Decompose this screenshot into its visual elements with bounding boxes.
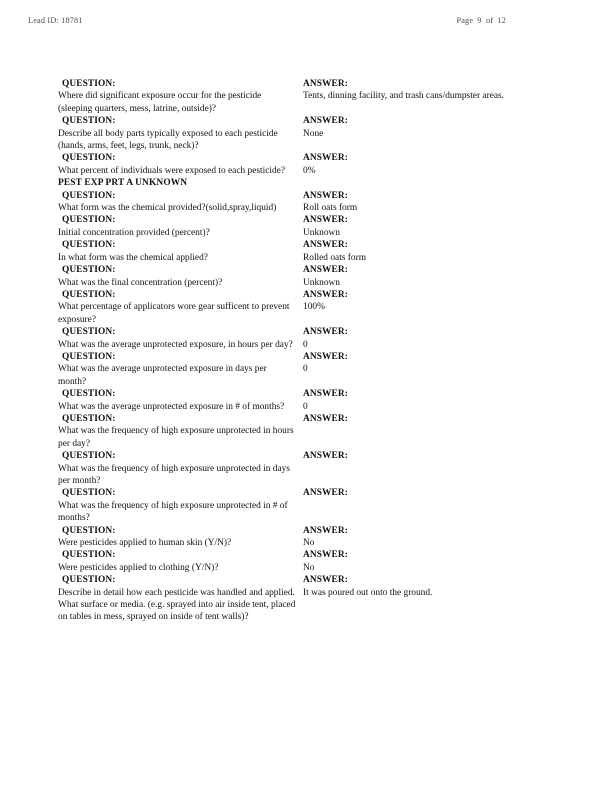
- question-text: Where did significant exposure occur for the pesticide (sleeping quarters, mess, latrine, outside)?: [58, 91, 262, 114]
- question-label: QUESTION:: [62, 79, 116, 89]
- question-text: What was the frequency of high exposure unprotected in # of months?: [58, 500, 288, 524]
- section-heading: PEST EXP PRT A UNKNOWN: [58, 178, 188, 189]
- qa-row: [58, 115, 558, 152]
- qa-row: [58, 326, 558, 351]
- page-number-label: Page 9 of 12: [456, 16, 506, 25]
- answer-text: No: [303, 562, 315, 573]
- answer-text: Roll oats form: [303, 203, 358, 214]
- qa-row: [58, 450, 558, 487]
- answer-label: ANSWER:: [303, 265, 348, 276]
- question-label: QUESTION:: [62, 389, 116, 400]
- question-text: Describe in detail how each pesticide was handled and applied. What surface or media. (e.g. sprayed into air inside tent, placed on tables in mess, sprayed on inside of tent walls)?: [58, 587, 296, 623]
- qa-row: [58, 152, 558, 177]
- question-label: QUESTION:: [62, 153, 116, 164]
- question-label: QUESTION:: [62, 289, 116, 300]
- question-label: QUESTION:: [62, 240, 116, 251]
- question-label: QUESTION:: [62, 550, 116, 561]
- question-text: Were pesticides applied to human skin (Y/N)?: [58, 538, 232, 549]
- qa-row: [58, 525, 558, 550]
- qa-row: [58, 78, 558, 115]
- answer-text: Unknown: [303, 227, 340, 238]
- question-text: In what form was the chemical applied?: [58, 252, 208, 263]
- question-text: What was the average unprotected exposure, in hours per day?: [58, 339, 293, 350]
- question-text: What percent of individuals were exposed to each pesticide?: [58, 165, 285, 176]
- answer-text: Rolled oats form: [303, 252, 367, 263]
- qa-row: [58, 549, 558, 574]
- answer-label: ANSWER:: [303, 289, 348, 300]
- question-text: What was the average unprotected exposure in # of months?: [58, 401, 285, 412]
- answer-label: ANSWER:: [303, 451, 348, 462]
- qa-row: [58, 388, 558, 413]
- answer-text: 0: [303, 401, 308, 412]
- question-text: What percentage of applicators wore gear sufficent to prevent exposure?: [58, 302, 290, 325]
- answer-label: ANSWER:: [303, 525, 348, 536]
- qa-content: [58, 78, 558, 624]
- qa-row: [58, 239, 558, 264]
- answer-label: ANSWER:: [303, 79, 348, 89]
- answer-label: ANSWER:: [303, 215, 348, 226]
- question-label: QUESTION:: [62, 575, 116, 586]
- answer-text: It was poured out onto the ground.: [303, 587, 433, 598]
- question-label: QUESTION:: [62, 116, 116, 127]
- question-text: What was the final concentration (percent)?: [58, 277, 223, 288]
- question-label: QUESTION:: [62, 525, 116, 536]
- answer-text: 0: [303, 339, 308, 350]
- question-text: What was the frequency of high exposure unprotected in days per month?: [58, 463, 290, 486]
- answer-text: Unknown: [303, 277, 340, 288]
- qa-row: [58, 413, 558, 450]
- question-label: QUESTION:: [62, 351, 116, 362]
- answer-label: ANSWER:: [303, 190, 348, 201]
- answer-label: ANSWER:: [303, 116, 348, 127]
- qa-row: [58, 214, 558, 239]
- qa-row: [58, 289, 558, 326]
- qa-row: [58, 351, 558, 388]
- qa-row: [58, 264, 558, 289]
- answer-label: ANSWER:: [303, 240, 348, 251]
- question-label: QUESTION:: [62, 488, 116, 499]
- answer-text: 100%: [303, 302, 325, 313]
- answer-text: Tents, dinning facility, and trash cans/dumpster areas.: [303, 91, 505, 102]
- page-header: [28, 16, 584, 30]
- answer-text: 0: [303, 364, 308, 375]
- answer-label: ANSWER:: [303, 389, 348, 400]
- answer-label: ANSWER:: [303, 327, 348, 338]
- answer-label: ANSWER:: [303, 488, 348, 499]
- answer-label: ANSWER:: [303, 351, 348, 362]
- qa-row: [58, 574, 558, 624]
- question-text: Describe all body parts typically exposed to each pesticide (hands, arms, feet, legs, trunk, neck)?: [58, 128, 278, 152]
- answer-label: ANSWER:: [303, 575, 348, 586]
- qa-row: [58, 487, 558, 524]
- question-text: What form was the chemical provided?(solid,spray,liquid): [58, 203, 277, 214]
- question-label: QUESTION:: [62, 215, 116, 226]
- answer-text: No: [303, 538, 315, 549]
- answer-label: ANSWER:: [303, 550, 348, 561]
- answer-text: None: [303, 128, 324, 139]
- question-label: QUESTION:: [62, 413, 116, 424]
- answer-text: 0%: [303, 165, 316, 176]
- answer-label: ANSWER:: [303, 153, 348, 164]
- question-text: What was the average unprotected exposure in days per month?: [58, 364, 267, 387]
- lead-id-label: Lead ID: 18781: [28, 16, 83, 25]
- question-text: Initial concentration provided (percent)?: [58, 227, 210, 238]
- question-label: QUESTION:: [62, 190, 116, 201]
- qa-row: [58, 190, 558, 215]
- question-label: QUESTION:: [62, 265, 116, 276]
- answer-label: ANSWER:: [303, 413, 348, 424]
- question-label: QUESTION:: [62, 451, 116, 462]
- question-text: Were pesticides applied to clothing (Y/N)?: [58, 562, 219, 573]
- question-text: What was the frequency of high exposure unprotected in hours per day?: [58, 426, 294, 449]
- question-label: QUESTION:: [62, 327, 116, 338]
